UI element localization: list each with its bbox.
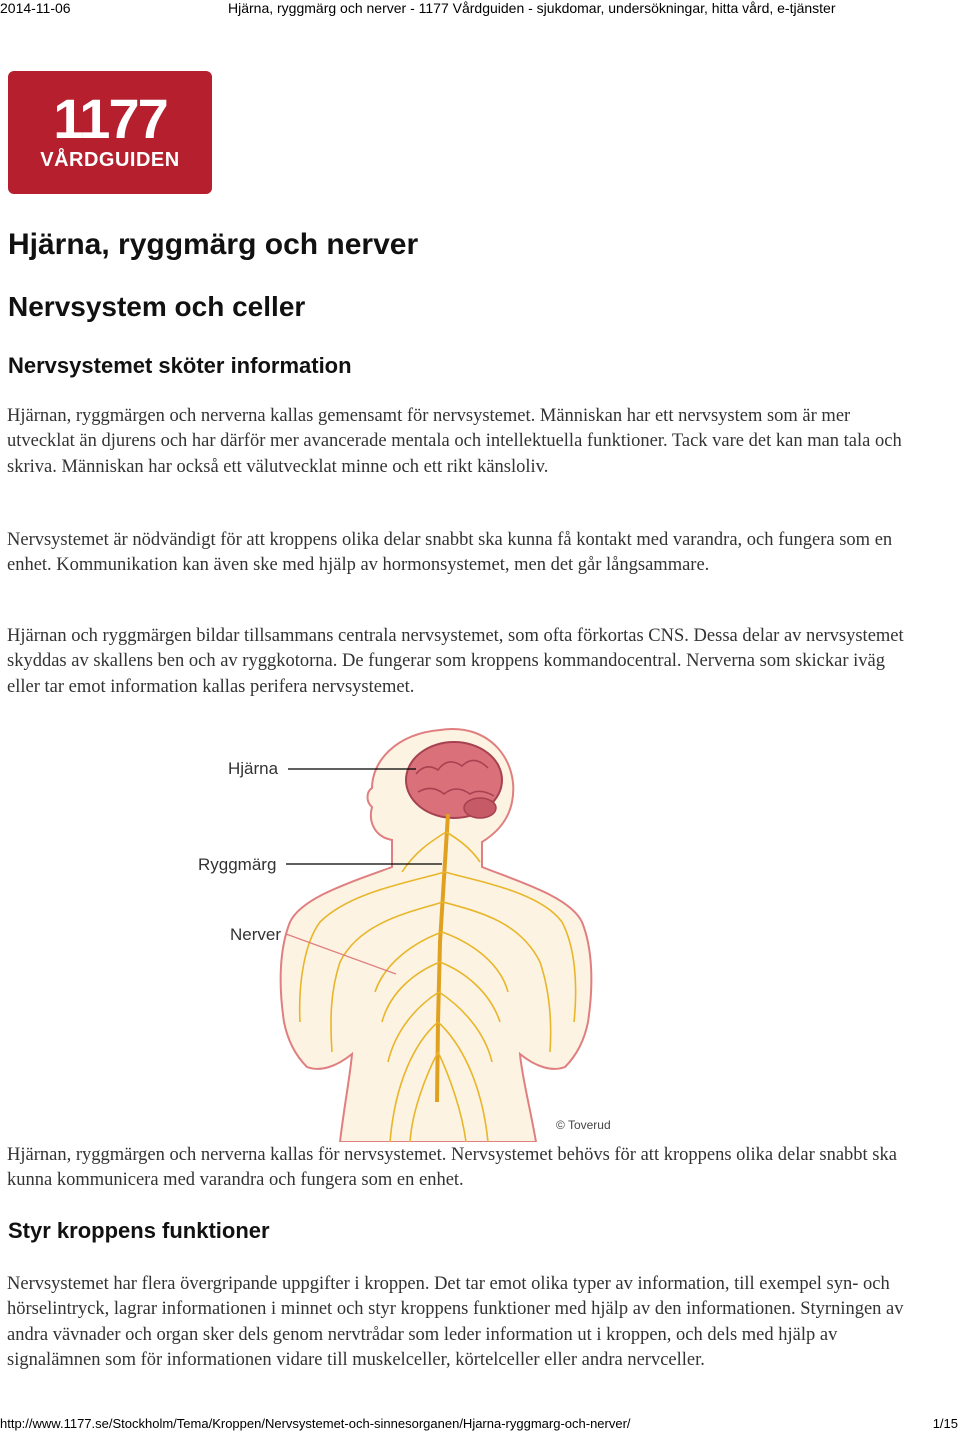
- paragraph-cns: Hjärnan och ryggmärgen bildar tillsammans centrala nervsystemet, som ofta förkortas CNS. Dessa delar av nervsystemet skyddas av skallens ben och av ryggkotorna. De fungerar som kroppens kommandocentral. Nerverna som skickar iväg eller tar emot information kallas perifera nervsystemet.: [7, 626, 904, 697]
- page-title: Hjärna, ryggmärg och nerver: [8, 228, 419, 261]
- logo-word: VÅRDGUIDEN: [40, 149, 180, 171]
- subheading-information: Nervsystemet sköter information: [8, 353, 352, 378]
- print-date: 2014-11-06: [0, 0, 71, 16]
- subheading-functions: Styr kroppens funktioner: [8, 1218, 270, 1243]
- logo-number: 1177: [53, 87, 167, 150]
- figure-caption: Hjärnan, ryggmärgen och nerverna kallas för nervsystemet. Nervsystemet behövs för att kroppens olika delar snabbt ska kunna kommunicera med varandra och fungera som en enhet.: [7, 1145, 897, 1191]
- paragraph-functions: Nervsystemet har flera övergripande uppgifter i kroppen. Det tar emot olika typer av information, till exempel syn- och hörselintryck, lagrar informationen i minnet och styr kroppens funktioner med hjälp av den informationen. Styrningen av andra vävnader och organ sker dels genom nervtrådar som leder information ut i kroppen, och dels med hjälp av signalämnen som för informationen vidare till muskelceller, körtelceller eller andra nervceller.: [7, 1274, 904, 1370]
- paragraph-necessity: Nervsystemet är nödvändigt för att kroppens olika delar snabbt ska kunna få kontakt med varandra, och fungera som en enhet. Kommunikation kan även ske med hjälp av hormonsystemet, men det går långsammare.: [7, 530, 893, 576]
- paragraph-intro: Hjärnan, ryggmärgen och nerverna kallas gemensamt för nervsystemet. Människan har ett nervsystem som är mer utvecklat än djurens och har därför mer avancerade mentala och intellektuella funktioner. Tack vare det kan man tala och skriva. Människan har också ett välutvecklat minne och ett rikt känsloliv.: [7, 406, 902, 477]
- label-brain: Hjärna: [228, 759, 279, 778]
- section-title: Nervsystem och celler: [8, 291, 306, 322]
- label-nerves: Nerver: [230, 925, 282, 944]
- vardguiden-logo[interactable]: [8, 71, 212, 194]
- label-spinal-cord: Ryggmärg: [198, 855, 277, 874]
- print-page-title: Hjärna, ryggmärg och nerver - 1177 Vårdguiden - sjukdomar, undersökningar, hitta vård, e-tjänster: [228, 0, 836, 16]
- page-number: 1/15: [932, 1416, 958, 1431]
- print-url[interactable]: http://www.1177.se/Stockholm/Tema/Kroppen/Nervsystemet-och-sinnesorganen/Hjarna-ryggmarg-och-nerver/: [0, 1416, 631, 1431]
- image-credit: © Toverud: [556, 1118, 611, 1132]
- nervous-system-illustration: [190, 722, 630, 1142]
